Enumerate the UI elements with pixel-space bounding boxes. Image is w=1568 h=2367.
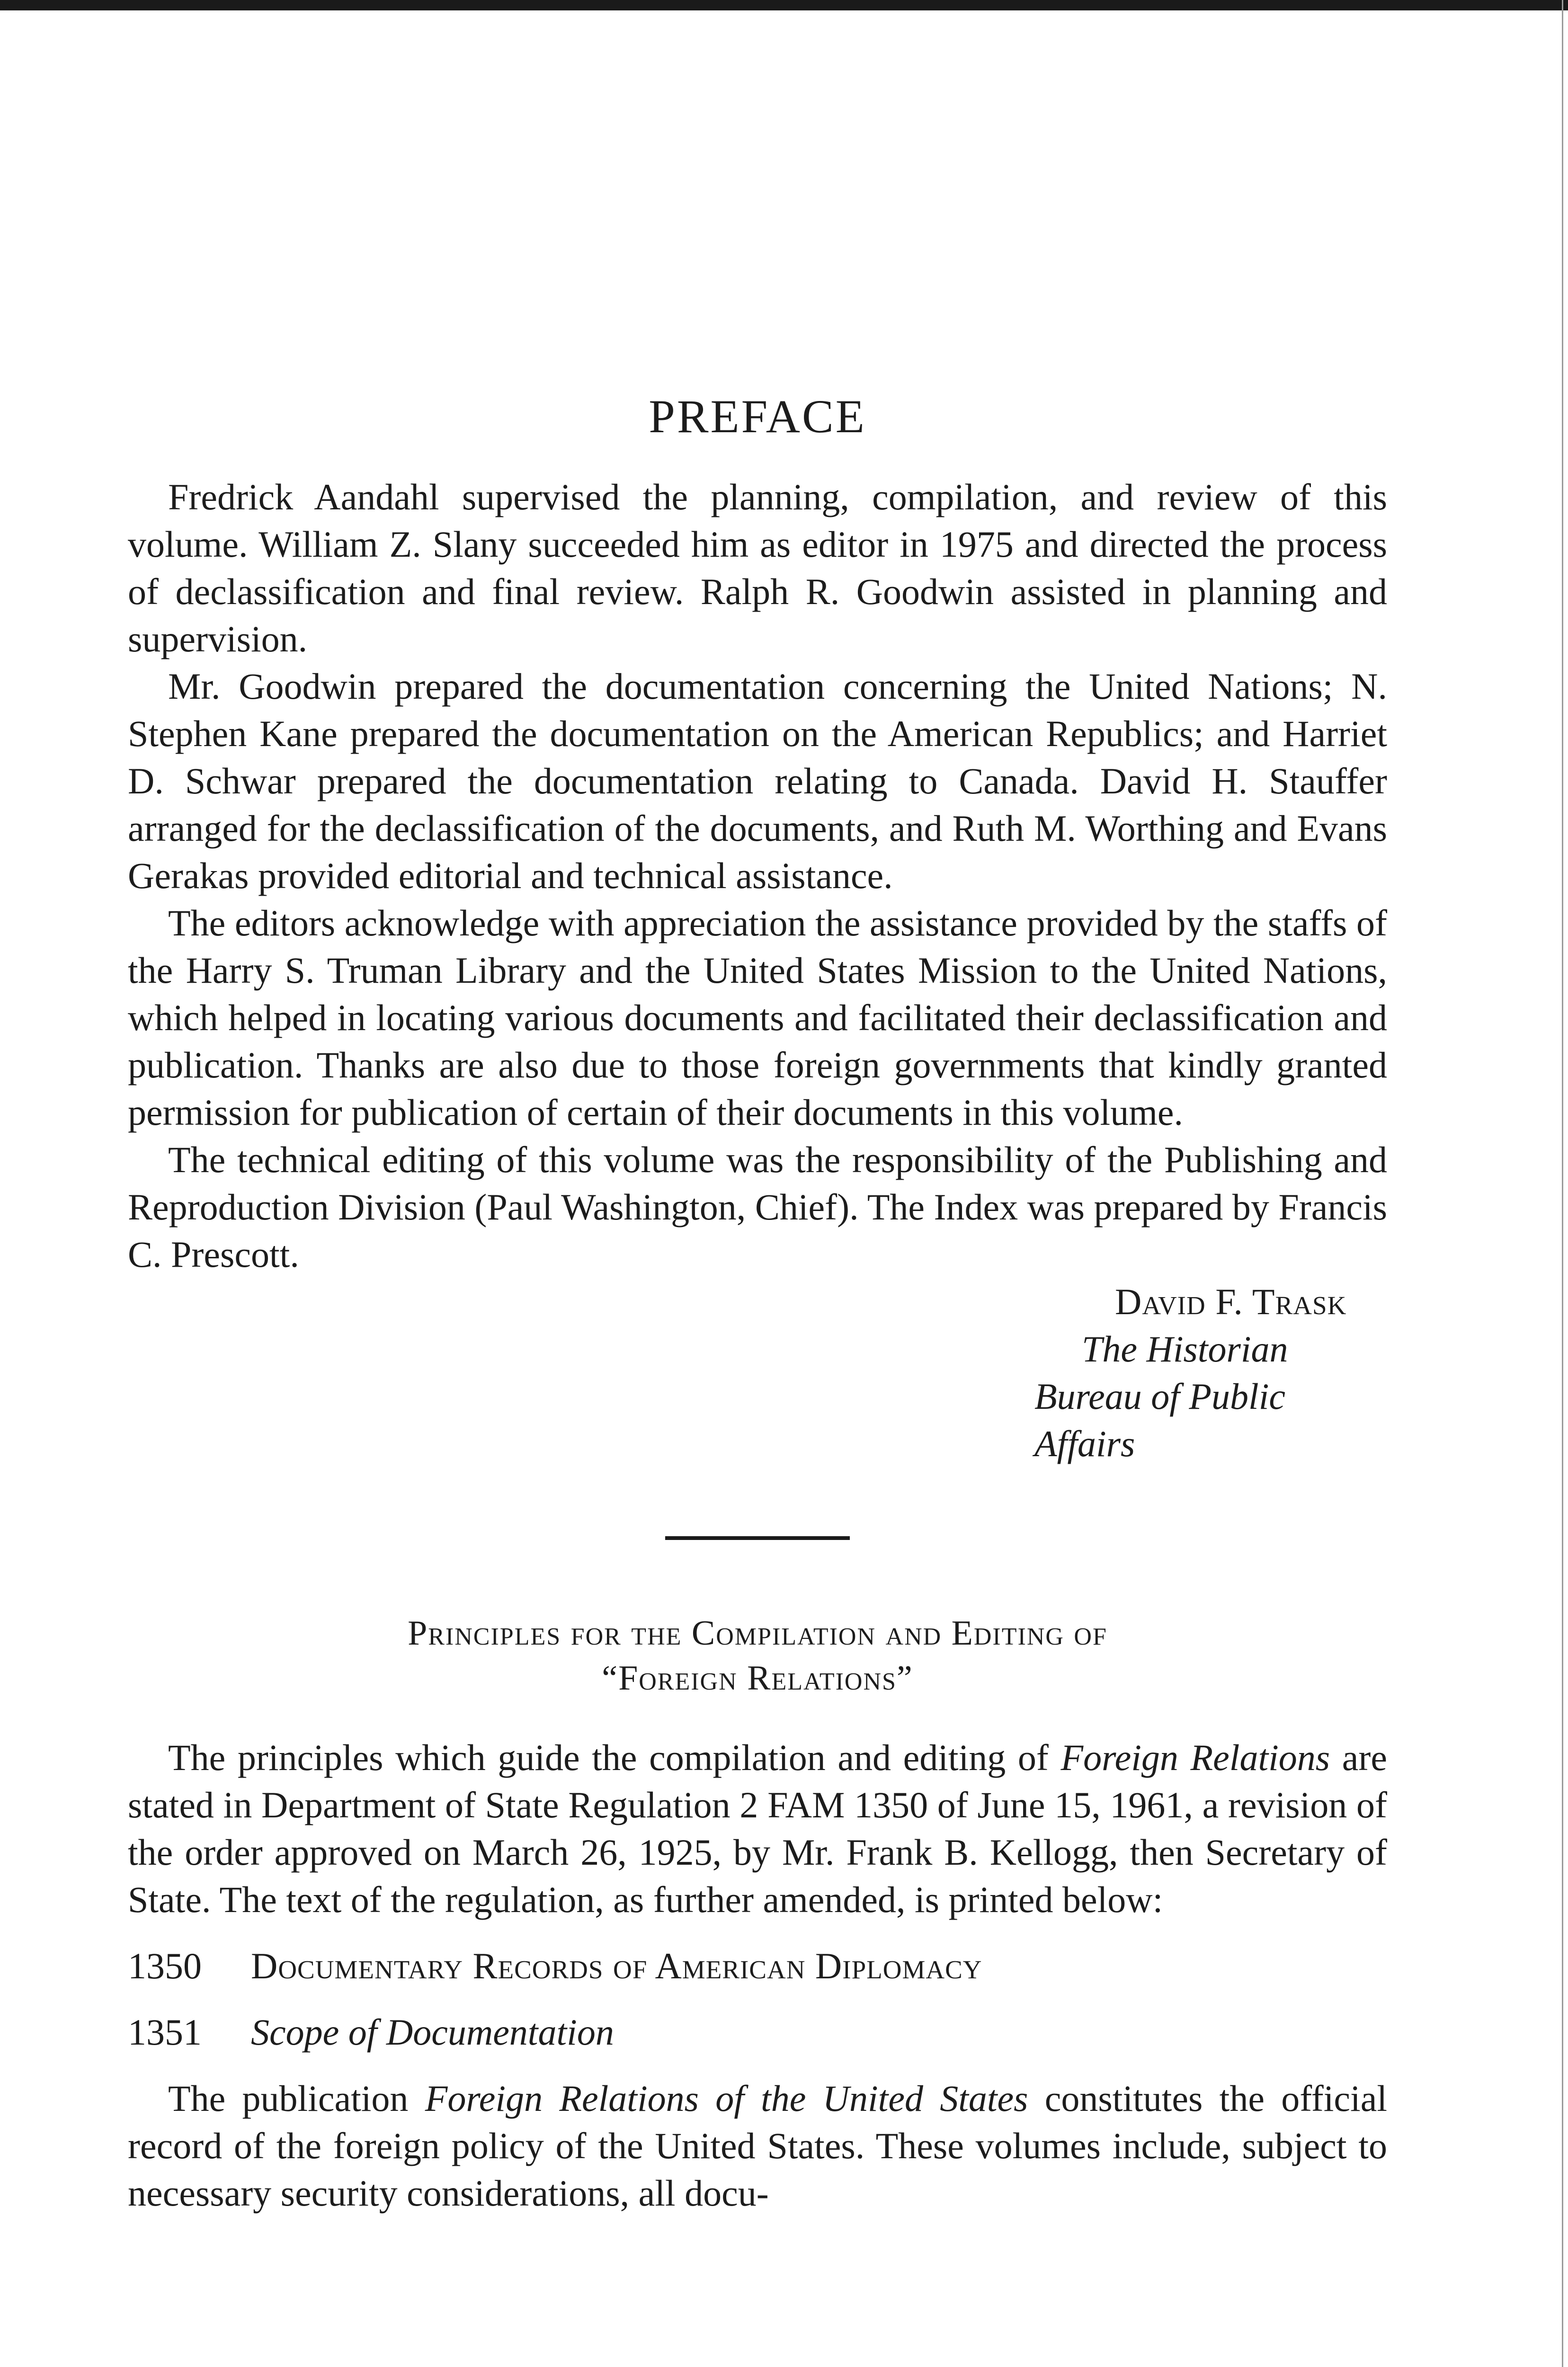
page-edge-line bbox=[1562, 0, 1563, 2367]
section-1351-title: Scope of Documentation bbox=[251, 2011, 614, 2053]
scope-text-2: constitutes the official record of the foreign policy of the United States. These volumes include, subject to necessary security considerations, all docu- bbox=[128, 2078, 1387, 2214]
signature-position: The Historian bbox=[1082, 1328, 1288, 1370]
preface-paragraph-3: The editors acknowledge with appreciation the assistance provided by the staffs of the Harry S. Truman Library and the United States Mission to the United Nations, which helped in locating various documents and facilitated their declassification and publication. Thanks are also due to those foreign governments that kindly granted permission for publication of certain of their documents in this volume. bbox=[128, 902, 1387, 1133]
preface-paragraph-2: Mr. Goodwin prepared the documentation concerning the United Nations; N. Stephen Kane prepared the documentation on the American Republics; and Harriet D. Schwar prepared the documentation relating to Canada. David H. Stauffer arranged for the declassification of the documents, and Ruth M. Worthing and Evans Gerakas provided editorial and technical assistance. bbox=[128, 666, 1387, 896]
principles-intro-paragraph bbox=[128, 1734, 1387, 1923]
section-1350-heading bbox=[128, 1942, 1387, 1990]
section-1350-title: Documentary Records of American Diplomacy bbox=[251, 1945, 982, 1986]
signature-block bbox=[128, 1278, 1387, 1468]
preface-paragraph-1: Fredrick Aandahl supervised the planning, compilation, and review of this volume. William Z. Slany succeeded him as editor in 1975 and directed the process of declassification and final review. Ralph R. Goodwin assisted in planning and supervision. bbox=[128, 476, 1387, 659]
section-divider bbox=[665, 1536, 850, 1540]
principles-heading-line-2: “Foreign Relations” bbox=[602, 1659, 913, 1698]
section-1351-heading bbox=[128, 2009, 1387, 2056]
principles-heading-line-1: Principles for the Compilation and Editing of bbox=[408, 1614, 1107, 1653]
section-1350-number: 1350 bbox=[128, 1945, 202, 1986]
section-1351-number: 1351 bbox=[128, 2011, 202, 2053]
scope-text-1: The publication bbox=[168, 2078, 425, 2119]
scope-paragraph bbox=[128, 2075, 1387, 2217]
intro-text-2: are stated in Department of State Regulation 2 FAM 1350 of June 15, 1961, a revision of the order approved on March 26, 1925, by Mr. Frank B. Kellogg, then Secretary of State. The text of the regulation, as further amended, is printed below: bbox=[128, 1737, 1387, 1920]
page-title: PREFACE bbox=[649, 390, 866, 443]
signature-name: David F. Trask bbox=[1115, 1281, 1347, 1322]
top-border-rule bbox=[0, 0, 1568, 10]
preface-paragraph-4: The technical editing of this volume was the responsibility of the Publishing and Reproduction Division (Paul Washington, Chief). The Index was prepared by Francis C. Prescott. bbox=[128, 1139, 1387, 1275]
intro-text-1: The principles which guide the compilation and editing of bbox=[168, 1737, 1061, 1778]
signature-bureau: Bureau of Public Affairs bbox=[1034, 1376, 1286, 1464]
principles-heading bbox=[128, 1611, 1387, 1701]
page-body bbox=[128, 390, 1387, 2217]
scope-italic-title: Foreign Relations of the United States bbox=[425, 2078, 1028, 2119]
intro-italic-title: Foreign Relations bbox=[1060, 1737, 1330, 1778]
